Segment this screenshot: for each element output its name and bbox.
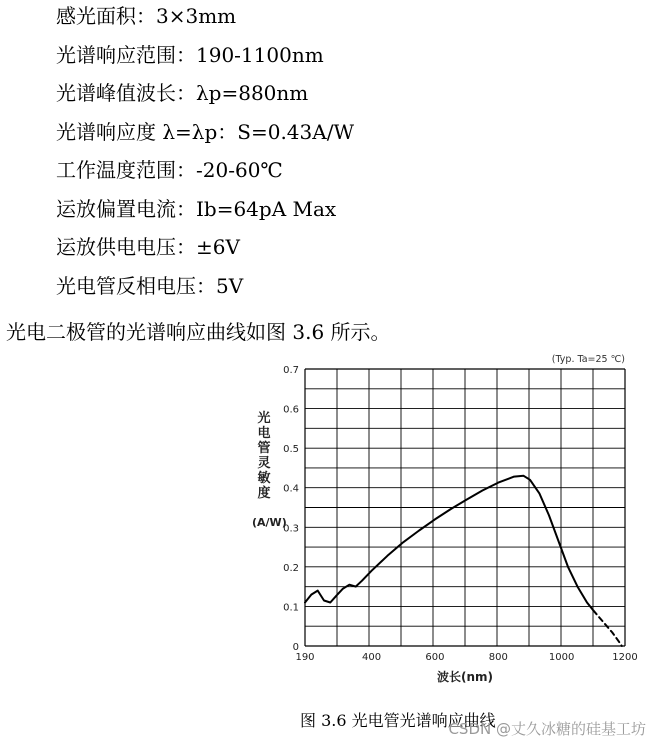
spec-bias-current: 运放偏置电流：Ib=64pA Max: [56, 196, 337, 221]
spec-range: 光谱响应范围：190-1100nm: [56, 42, 324, 67]
y-tick-label: 0.7: [283, 365, 299, 376]
y-axis-label-char: 管: [257, 441, 271, 456]
y-axis-label-char: 光: [257, 411, 271, 426]
x-tick-label: 600: [425, 652, 445, 663]
spec-supply-voltage: 运放供电电压：±6V: [56, 235, 240, 259]
spec-reverse-voltage: 光电管反相电压：5V: [56, 273, 244, 298]
spectral-response-figure: [250, 350, 640, 700]
x-tick-label: 400: [361, 652, 382, 663]
spec-area: 感光面积：3×3mm: [56, 4, 237, 28]
x-tick-label: 1200: [612, 652, 638, 663]
condition-note: (Typ. Ta=25 ℃): [551, 354, 625, 365]
y-tick-label: 0.4: [283, 483, 299, 495]
spec-peak: 光谱峰值波长：λp=880nm: [56, 81, 309, 105]
figure-caption: 图 3.6 光电管光谱响应曲线: [300, 711, 496, 730]
y-tick-label: 0.2: [283, 562, 299, 574]
y-axis-label-char: 敏: [257, 471, 271, 486]
response-curve-dashed: [593, 610, 622, 646]
y-axis-label-char: 电: [257, 426, 271, 441]
y-axis-unit: (A/W): [252, 516, 287, 529]
x-tick-label: 190: [295, 652, 315, 663]
y-axis-label-char: 灵: [257, 456, 271, 471]
y-tick-label: 0.6: [283, 404, 299, 416]
y-tick-label: 0: [292, 642, 299, 653]
spectral-response-chart: [250, 350, 640, 700]
y-tick-label: 0.3: [283, 523, 299, 535]
x-tick-label: 800: [488, 652, 508, 663]
y-tick-label: 0.5: [283, 444, 299, 456]
response-curve-solid: [305, 476, 593, 611]
y-tick-label: 0.1: [283, 602, 299, 614]
x-axis-label: 波长(nm): [436, 670, 494, 684]
spec-responsivity: 光谱响应度 λ=λp：S=0.43A/W: [56, 119, 354, 144]
watermark: CSDN @丈久冰糖的硅基工坊: [448, 720, 646, 738]
x-tick-label: 1000: [548, 652, 575, 663]
intro-paragraph: 光电二极管的光谱响应曲线如图 3.6 所示。: [6, 320, 391, 344]
spec-temperature: 工作温度范围：-20-60℃: [56, 158, 283, 182]
y-axis-label-char: 度: [257, 486, 271, 501]
spec-list: [56, 0, 354, 308]
